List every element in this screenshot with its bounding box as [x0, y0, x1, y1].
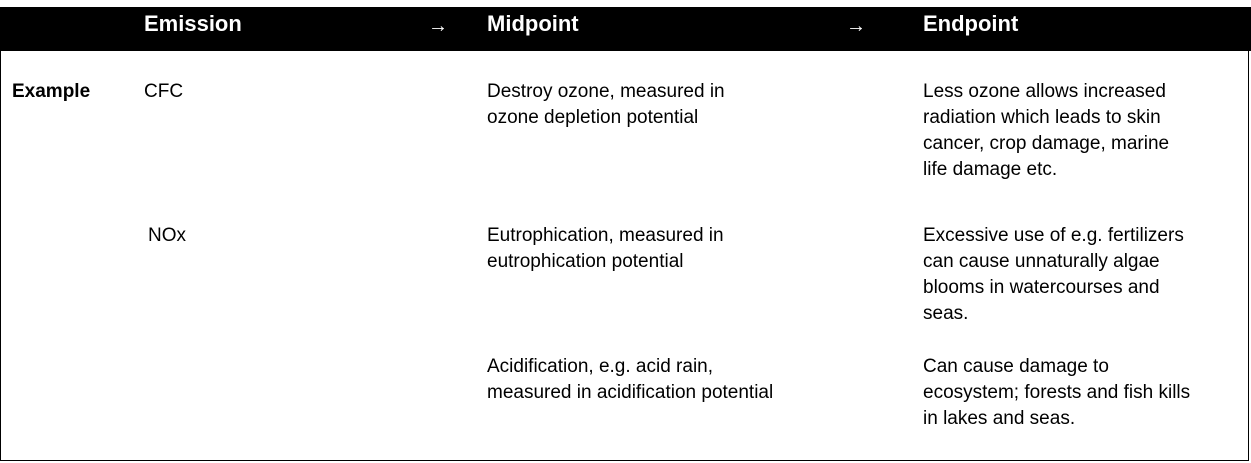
header-endpoint: Endpoint — [923, 11, 1019, 36]
arrow-icon: → — [846, 15, 866, 37]
midpoint-cell: Destroy ozone, measured in ozone depletion potential — [487, 81, 725, 128]
emission-cell: NOx — [148, 225, 186, 246]
header-midpoint: Midpoint — [487, 11, 579, 36]
arrow-icon: → — [428, 15, 448, 37]
emission-cell: CFC — [144, 81, 184, 102]
header-emission: Emission — [144, 11, 242, 36]
endpoint-cell: Less ozone allows increased radiation which leads to skin cancer, crop damage, marine life damage etc. — [923, 81, 1170, 180]
endpoint-cell: Excessive use of e.g. fertilizers can cause unnaturally algae blooms in watercourses and seas. — [923, 225, 1184, 324]
table-header — [0, 7, 1251, 51]
endpoint-cell: Can cause damage to ecosystem; forests and fish kills in lakes and seas. — [923, 356, 1191, 429]
midpoint-cell: Acidification, e.g. acid rain, measured in acidification potential — [487, 356, 774, 403]
row-label-example: Example — [12, 81, 91, 102]
midpoint-cell: Eutrophication, measured in eutrophication potential — [487, 225, 724, 272]
